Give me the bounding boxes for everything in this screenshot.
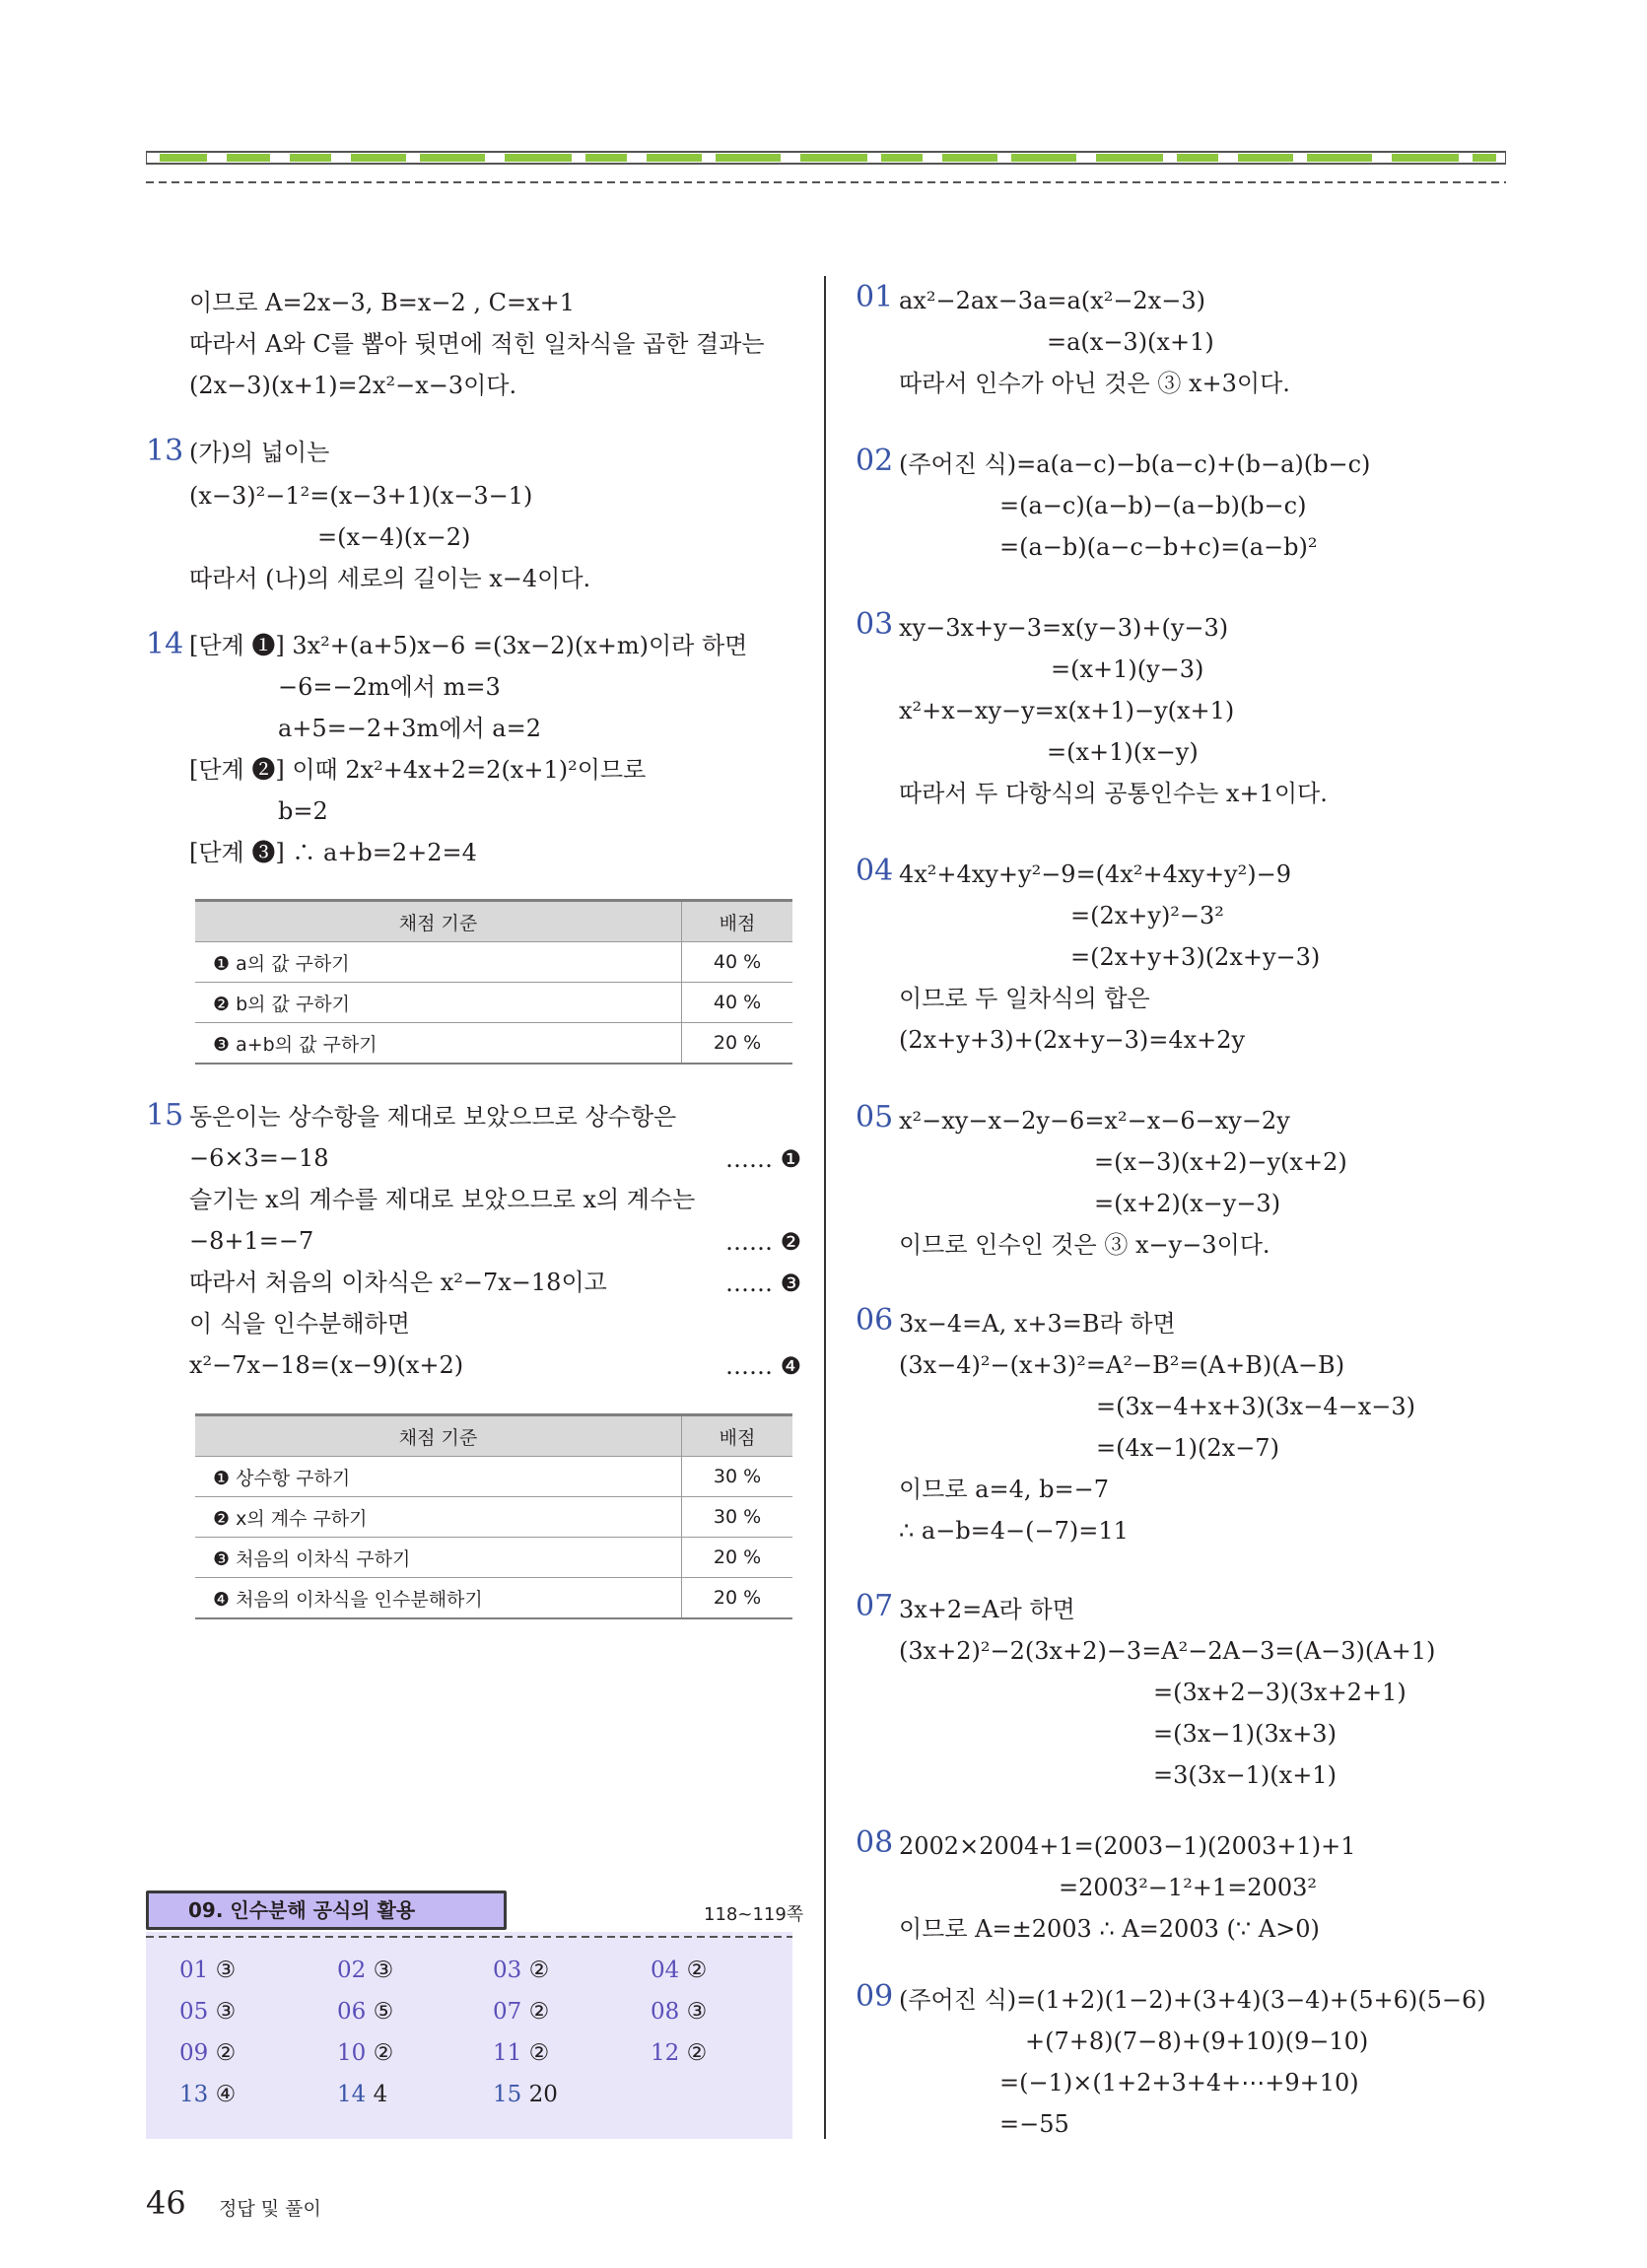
page-number: 46 (146, 2184, 186, 2222)
answer-number: 02 (337, 1958, 367, 1983)
math-line: =(2x+y)²−3² (1070, 902, 1224, 929)
footer-label: 정답 및 풀이 (219, 2198, 321, 2220)
answer-item (493, 1999, 549, 2025)
math-line: (3x−4)²−(x+3)²=A²−B²=(A+B)(A−B) (899, 1351, 1345, 1379)
math-line: x²+x−xy−y=x(x+1)−y(x+1) (899, 697, 1235, 724)
bar-segment (505, 154, 572, 162)
bar-segment (1473, 154, 1496, 162)
problem-number: 05 (856, 1100, 894, 1134)
math-line: =3(3x−1)(x+1) (1153, 1761, 1337, 1789)
math-line: (x−3)²−1²=(x−3+1)(x−3−1) (189, 482, 533, 510)
text-line: 따라서 (나)의 세로의 길이는 x−4이다. (189, 565, 591, 592)
text-line: 3x−4=A, x+3=B라 하면 (899, 1310, 1176, 1338)
math-line: =(2x+y+3)(2x+y−3) (1070, 943, 1321, 971)
text-line: 이므로 두 일차식의 합은 (899, 985, 1150, 1012)
problem-number: 07 (856, 1589, 894, 1623)
answer-value: ④ (215, 2082, 237, 2107)
table-row (195, 1497, 792, 1538)
answer-number: 07 (493, 1999, 522, 2025)
math-line: =(−1)×(1+2+3+4+⋯+9+10) (999, 2069, 1359, 2096)
answer-number: 01 (179, 1958, 209, 1983)
answer-item (337, 2040, 393, 2066)
score: 30 % (682, 1497, 793, 1538)
criterion: ❷ b의 값 구하기 (195, 983, 682, 1023)
answer-item (179, 1999, 236, 2025)
answer-item (337, 1999, 393, 2025)
math-line: =(a−c)(a−b)−(a−b)(b−c) (999, 492, 1307, 519)
math-line: b=2 (278, 797, 328, 825)
answer-value: ③ (215, 1999, 237, 2025)
math-line: ax²−2ax−3a=a(x²−2x−3) (899, 287, 1205, 314)
grading-table (195, 1413, 792, 1619)
table-header: 배점 (682, 1415, 793, 1457)
math-line: x²−7x−18=(x−9)(x+2) (189, 1351, 464, 1379)
math-line: (3x+2)²−2(3x+2)−3=A²−2A−3=(A−3)(A+1) (899, 1637, 1436, 1665)
answer-value: ② (686, 2040, 708, 2066)
bar-segment (1011, 154, 1076, 162)
bar-segment (227, 154, 270, 162)
math-line: =(3x+2−3)(3x+2+1) (1153, 1679, 1407, 1706)
text-line: [단계 ❶] 3x²+(a+5)x−6 =(3x−2)(x+m)이라 하면 (189, 632, 748, 659)
table-header: 채점 기준 (195, 901, 682, 942)
text-line: 따라서 A와 C를 뽑아 뒷면에 적힌 일차식을 곱한 결과는 (189, 330, 765, 358)
answer-number: 05 (179, 1999, 209, 2025)
answer-item (179, 1958, 236, 1983)
table-row (195, 1538, 792, 1578)
answer-item (493, 1958, 549, 1983)
text-line: 이므로 인수인 것은 ③ x−y−3이다. (899, 1231, 1270, 1259)
math-line: =(a−b)(a−c−b+c)=(a−b)² (999, 533, 1318, 561)
answer-item (493, 2040, 549, 2066)
answer-value: 4 (373, 2082, 388, 2107)
math-line: =(x−4)(x−2) (317, 523, 471, 551)
table-row (195, 1578, 792, 1619)
answer-number: 09 (179, 2040, 209, 2066)
bar-segment (351, 154, 406, 162)
score: 40 % (682, 942, 793, 983)
answer-number: 06 (337, 1999, 367, 2025)
answer-number: 13 (179, 2082, 209, 2107)
math-line: =a(x−3)(x+1) (1047, 328, 1214, 356)
criterion: ❸ a+b의 값 구하기 (195, 1023, 682, 1065)
criterion: ❶ 상수항 구하기 (195, 1457, 682, 1497)
math-line: =−55 (999, 2110, 1069, 2138)
answer-item (337, 1958, 393, 1983)
score: 40 % (682, 983, 793, 1023)
problem-number: 01 (856, 280, 894, 314)
step-marker: …… ❶ (725, 1145, 802, 1173)
answer-key-title: 09. 인수분해 공식의 활용 (146, 1890, 507, 1930)
criterion: ❹ 처음의 이차식을 인수분해하기 (195, 1578, 682, 1619)
problem-number: 04 (856, 854, 894, 888)
answer-number: 10 (337, 2040, 367, 2066)
math-line: 4x²+4xy+y²−9=(4x²+4xy+y²)−9 (899, 860, 1291, 888)
math-line: x²−xy−x−2y−6=x²−x−6−xy−2y (899, 1107, 1290, 1134)
criterion: ❶ a의 값 구하기 (195, 942, 682, 983)
header-decorative-bar (146, 150, 1506, 166)
score: 20 % (682, 1538, 793, 1578)
criterion: ❸ 처음의 이차식 구하기 (195, 1538, 682, 1578)
answer-value: ② (528, 1999, 550, 2025)
answer-value: ② (528, 2040, 550, 2066)
problem-number: 06 (856, 1303, 894, 1338)
answer-value: 20 (528, 2082, 558, 2107)
answer-number: 08 (651, 1999, 680, 2025)
text-line: 따라서 두 다항식의 공통인수는 x+1이다. (899, 780, 1328, 807)
bar-segment (290, 154, 331, 162)
answer-item (651, 1958, 707, 1983)
math-line: (주어진 식)=a(a−c)−b(a−c)+(b−a)(b−c) (899, 450, 1371, 478)
text-line: (2x−3)(x+1)=2x²−x−3이다. (189, 372, 517, 399)
answer-number: 04 (651, 1958, 680, 1983)
answer-number: 14 (337, 2082, 367, 2107)
bar-segment (1238, 154, 1293, 162)
score: 30 % (682, 1457, 793, 1497)
problem-number: 09 (856, 1979, 894, 2014)
text-line: 따라서 인수가 아닌 것은 ③ x+3이다. (899, 370, 1290, 397)
text-line: (가)의 넓이는 (189, 439, 330, 466)
math-line: 2002×2004+1=(2003−1)(2003+1)+1 (899, 1832, 1356, 1860)
math-line: =2003²−1²+1=2003² (1059, 1874, 1317, 1901)
math-line: =(x+1)(x−y) (1047, 738, 1199, 766)
problem-number: 08 (856, 1825, 894, 1860)
problem-number: 15 (146, 1098, 184, 1133)
bar-segment (1177, 154, 1218, 162)
bar-segment (1096, 154, 1163, 162)
answer-value: ② (373, 2040, 394, 2066)
answer-value: ③ (215, 1958, 237, 1983)
math-line: (주어진 식)=(1+2)(1−2)+(3+4)(3−4)+(5+6)(5−6) (899, 1986, 1486, 2014)
answer-item (493, 2082, 558, 2107)
answer-item (651, 2040, 707, 2066)
math-line: =(3x−1)(3x+3) (1153, 1720, 1337, 1748)
text-line: 이므로 a=4, b=−7 (899, 1476, 1109, 1503)
answer-value: ② (528, 1958, 550, 1983)
math-line: =(x−3)(x+2)−y(x+2) (1094, 1148, 1347, 1176)
table-row (195, 1023, 792, 1065)
bar-segment (800, 154, 867, 162)
answer-number: 03 (493, 1958, 522, 1983)
math-line: xy−3x+y−3=x(y−3)+(y−3) (899, 614, 1229, 642)
criterion: ❷ x의 계수 구하기 (195, 1497, 682, 1538)
grading-table (195, 899, 792, 1065)
answer-key-pages: 118~119쪽 (704, 1904, 804, 1925)
problem-number: 14 (146, 627, 184, 661)
answer-value: ③ (686, 1999, 708, 2025)
bar-segment (420, 154, 485, 162)
bar-segment (1392, 154, 1459, 162)
table-header: 채점 기준 (195, 1415, 682, 1457)
answer-item (179, 2082, 236, 2107)
answer-dashed-line (146, 1934, 792, 1940)
math-line: ∴ a−b=4−(−7)=11 (899, 1517, 1129, 1545)
bar-segment (585, 154, 627, 162)
bar-segment (942, 154, 997, 162)
text-line: [단계 ❸] ∴ a+b=2+2=4 (189, 839, 477, 866)
answer-value: ⑤ (373, 1999, 394, 2025)
answer-number: 15 (493, 2082, 522, 2107)
math-line: =(4x−1)(2x−7) (1096, 1434, 1279, 1462)
step-marker: …… ❷ (725, 1228, 802, 1256)
problem-number: 02 (856, 444, 894, 478)
answer-item (337, 2082, 387, 2107)
text-line: 이므로 A=±2003 ∴ A=2003 (∵ A>0) (899, 1915, 1320, 1943)
math-line: =(x+2)(x−y−3) (1094, 1190, 1281, 1217)
answer-number: 11 (493, 2040, 522, 2066)
step-marker: …… ❹ (725, 1352, 802, 1380)
math-line: −6×3=−18 (189, 1144, 329, 1172)
math-line: −8+1=−7 (189, 1227, 314, 1255)
score: 20 % (682, 1578, 793, 1619)
bar-segment (1307, 154, 1372, 162)
problem-number: 03 (856, 607, 894, 642)
table-row (195, 1457, 792, 1497)
text-line: 3x+2=A라 하면 (899, 1596, 1075, 1623)
header-dashed-line (146, 179, 1506, 185)
answer-value: ② (215, 2040, 237, 2066)
answer-item (179, 2040, 236, 2066)
step-marker: …… ❸ (725, 1270, 802, 1297)
bar-segment (647, 154, 702, 162)
answer-value: ② (686, 1958, 708, 1983)
score: 20 % (682, 1023, 793, 1065)
text-line: [단계 ❷] 이때 2x²+4x+2=2(x+1)²이므로 (189, 756, 647, 784)
column-divider (824, 276, 826, 2139)
math-line: (2x+y+3)+(2x+y−3)=4x+2y (899, 1026, 1246, 1054)
text-line: 슬기는 x의 계수를 제대로 보았으므로 x의 계수는 (189, 1186, 696, 1213)
answer-item (651, 1999, 707, 2025)
bar-segment (160, 154, 207, 162)
math-line: −6=−2m에서 m=3 (278, 673, 501, 701)
math-line: =(3x−4+x+3)(3x−4−x−3) (1096, 1393, 1415, 1420)
bar-segment (716, 154, 781, 162)
problem-number: 13 (146, 434, 184, 468)
text-line: 이 식을 인수분해하면 (189, 1310, 410, 1338)
answer-number: 12 (651, 2040, 680, 2066)
bar-segment (881, 154, 923, 162)
table-header: 배점 (682, 901, 793, 942)
table-row (195, 942, 792, 983)
math-line: =(x+1)(y−3) (1051, 655, 1204, 683)
math-line: a+5=−2+3m에서 a=2 (278, 715, 541, 742)
math-line: +(7+8)(7−8)+(9+10)(9−10) (1025, 2027, 1369, 2055)
text-line: 동은이는 상수항을 제대로 보았으므로 상수항은 (189, 1103, 677, 1131)
text-line: 따라서 처음의 이차식은 x²−7x−18이고 (189, 1269, 607, 1296)
text-line: 이므로 A=2x−3, B=x−2 , C=x+1 (189, 289, 575, 316)
table-row (195, 983, 792, 1023)
answer-value: ③ (373, 1958, 394, 1983)
